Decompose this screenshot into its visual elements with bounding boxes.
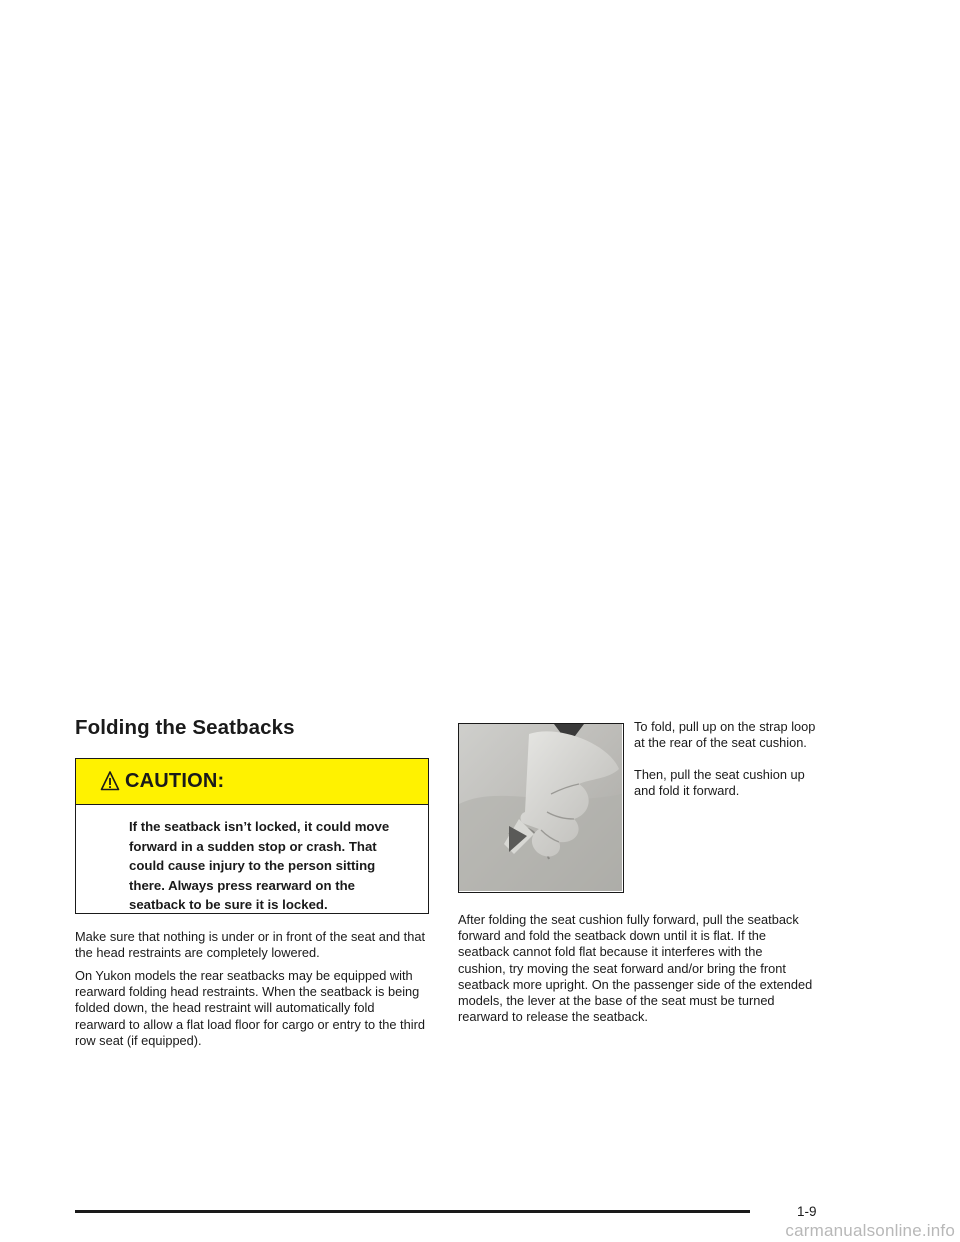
caption-fold-forward: Then, pull the seat cushion up and fold it forward. <box>634 767 805 799</box>
warning-triangle-icon <box>100 770 120 792</box>
watermark: carmanualsonline.info <box>785 1221 955 1240</box>
page-number: 1-9 <box>797 1204 817 1219</box>
caution-box <box>75 758 429 914</box>
section-title: Folding the Seatbacks <box>75 716 295 739</box>
caution-text: If the seatback isn’t locked, it could move forward in a sudden stop or crash. That could cause injury to the person sitting there. Always press rearward on the seatback to be sure it is locked. <box>129 819 390 912</box>
caption-strap-loop: To fold, pull up on the strap loop at the rear of the seat cushion. <box>634 719 816 751</box>
paragraph-yukon-models: On Yukon models the rear seatbacks may be equipped with rearward folding head restraints. When the seatback is being folded down, the head restraint will automatically fold rearward to allow a flat load floor for cargo or entry to the third row seat (if equipped). <box>75 968 425 1048</box>
hand-pulling-strap-illustration <box>459 724 622 891</box>
caution-title: CAUTION: <box>125 770 225 792</box>
seat-cushion-photo <box>458 723 624 893</box>
footer-rule <box>75 1210 750 1213</box>
paragraph-fold-seatback: After folding the seat cushion fully forward, pull the seatback forward and fold the seatback down until it is flat. If the seatback cannot fold flat because it interferes with the cushion, try moving the seat forward and/or bring the front seatback more upright. On the passenger side of the extended models, the lever at the base of the seat must be turned rearward to release the seatback. <box>458 912 813 1025</box>
caution-header <box>76 759 428 805</box>
paragraph-head-restraints: Make sure that nothing is under or in front of the seat and that the head restraints are completely lowered. <box>75 929 425 961</box>
